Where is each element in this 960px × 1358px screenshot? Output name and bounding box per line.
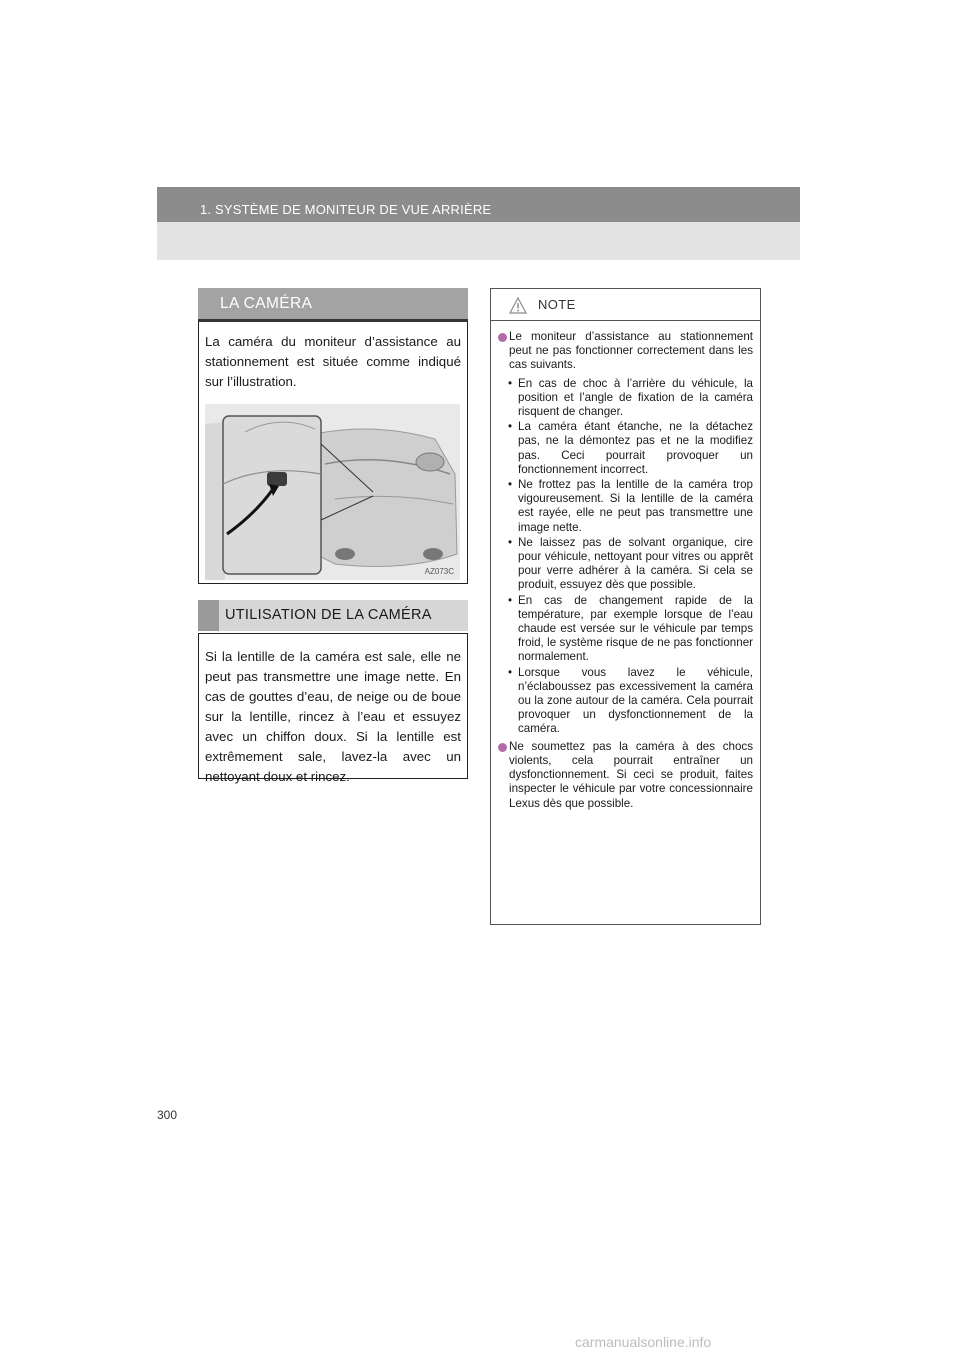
section-usage-text: Si la lentille de la caméra est sale, elle ne peut pas transmettre une image nette. En cas de gouttes d’eau, de neige ou de boue sur la lentille, rincez à l’eau et essuyez avec un chiffon doux. Si la lentille est extrêmement sale, lavez-la avec un nettoyant doux et rincez. (205, 649, 461, 784)
note-header (491, 289, 760, 321)
note-sub-item: • En cas de changement rapide de la température, par exemple lorsque de l’eau chaude est versée sur le véhicule par temps froid, le système risque de ne pas fonctionner normalement. (508, 593, 753, 664)
section-usage-title: UTILISATION DE LA CAMÉRA (225, 607, 432, 623)
note-body (491, 321, 760, 811)
warning-triangle-icon (509, 297, 527, 314)
note-sub-item: • En cas de choc à l’arrière du véhicule, la position et l’angle de fixation de la caméra risquent de changer. (508, 376, 753, 419)
section-camera-title: LA CAMÉRA (220, 295, 313, 312)
note-label: NOTE (538, 297, 576, 312)
note-sub-item: • Lorsque vous lavez le véhicule, n’éclaboussez pas excessivement la caméra ou la zone autour de la caméra. Cela pourrait provoquer un dysfonctionnement de la caméra. (508, 665, 753, 736)
note-sub-item: • Ne laissez pas de solvant organique, cire pour véhicule, nettoyant pour vitres ou apprêt pour verre adhérer à la caméra. Si cela se produit, essuyez dès que possible. (508, 535, 753, 592)
bullet-dot-icon (498, 333, 507, 342)
note-sub-list (500, 377, 753, 737)
note-bullet-2-text: Ne soumettez pas la caméra à des chocs violents, cela pourrait entraîner un dysfonctionnement. Si ceci se produit, faites inspecter le véhicule par votre concessionnaire Lexus dès que possible. (509, 739, 753, 810)
site-watermark: carmanualsonline.info (575, 1334, 712, 1350)
chapter-subheader-band (157, 222, 800, 260)
section-camera-text: La caméra du moniteur d’assistance au stationnement est située comme indiqué sur l’illustration. (205, 334, 461, 389)
note-bullet-2 (500, 740, 753, 811)
note-bullet-1-text: Le moniteur d’assistance au stationnement peut ne pas fonctionner correctement dans les cas suivants. (509, 330, 753, 372)
section-camera-heading (198, 288, 468, 319)
note-bullet-1 (500, 330, 753, 373)
section-usage-box (198, 633, 468, 784)
page-number: 300 (157, 1108, 178, 1122)
section-camera-box (198, 322, 468, 584)
illustration-code: AZ073C (424, 567, 454, 576)
car-rear-drawing (205, 404, 460, 580)
note-sub-item: • Ne frottez pas la lentille de la caméra trop vigoureusement. Si la lentille de la caméra est rayée, elle ne peut pas transmettre une image nette. (508, 478, 753, 534)
chapter-title: 1. SYSTÈME DE MONITEUR DE VUE ARRIÈRE (200, 202, 492, 217)
note-sub-item: • La caméra étant étanche, ne la détachez pas, ne la démontez pas et ne la modifiez pas. Ceci pourrait provoquer un fonctionnement incorrect. (508, 420, 753, 476)
bullet-dot-icon (498, 743, 507, 752)
note-box (490, 288, 761, 925)
camera-location-illustration (205, 404, 460, 580)
section-usage-heading (198, 600, 468, 631)
section-usage-marker (198, 600, 219, 631)
chapter-header (157, 187, 800, 222)
